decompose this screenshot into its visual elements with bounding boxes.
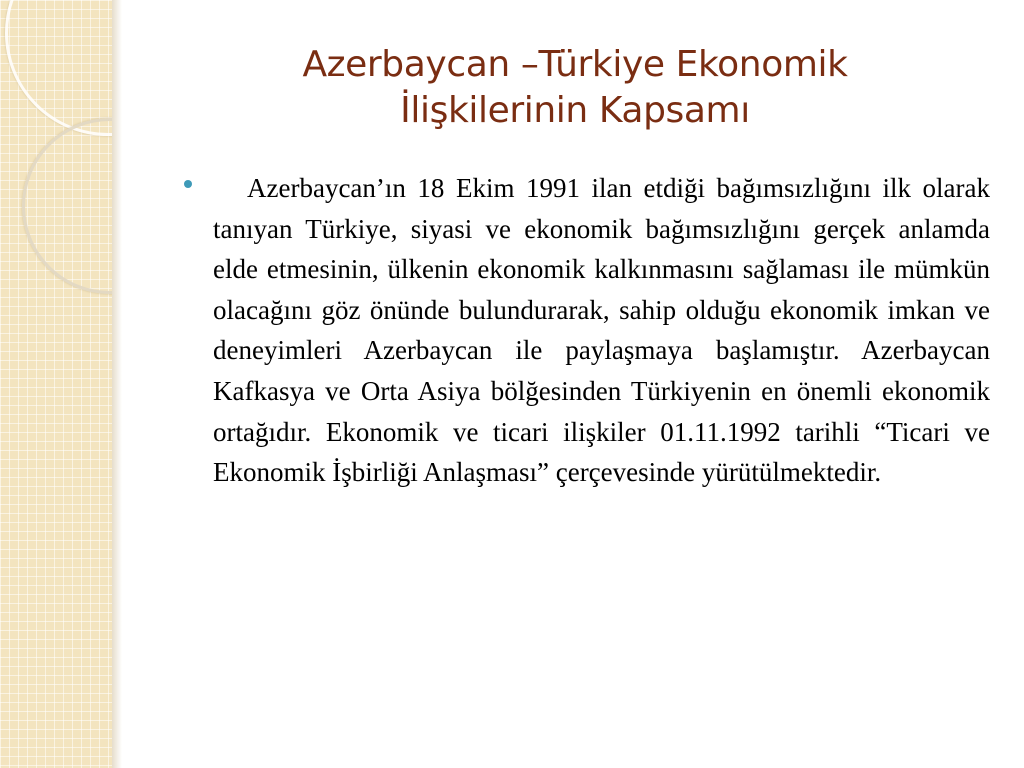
bullet-paragraph: Azerbaycan’ın 18 Ekim 1991 ilan etdiği bağımsızlığını ilk olarak tanıyan Türkiye, siyasi ve ekonomik bağımsızlığını gerçek anlamda elde etmesinin, ülkenin ekonomik kalkınmasını sağlaması ile mümkün olacağını göz önünde bulundurarak, sahip olduğu ekonomik imkan ve deneyimleri Azerbaycan ile paylaşmaya başlamıştır. Azerbaycan Kafkasya ve Orta Asiya bölğesinden Türkiyenin en önemli ekonomik ortağıdır. Ekonomik ve ticari ilişkiler 01.11.1992 tarihli “Ticari ve Ekonomik İşbirliği Anlaşması” çerçevesinde yürütülmektedir. [213, 173, 990, 488]
slide-title-line-2: İlişkilerinin Kapsamı [400, 90, 750, 131]
side-panel-shadow [112, 0, 122, 768]
slide-title-line-1: Azerbaycan –Türkiye Ekonomik [302, 44, 848, 85]
bullet-icon [184, 180, 192, 188]
decorative-ring-top [5, 0, 112, 136]
decorative-side-panel [0, 0, 112, 768]
decorative-ring-middle [22, 118, 112, 294]
slide-title [150, 42, 1000, 134]
